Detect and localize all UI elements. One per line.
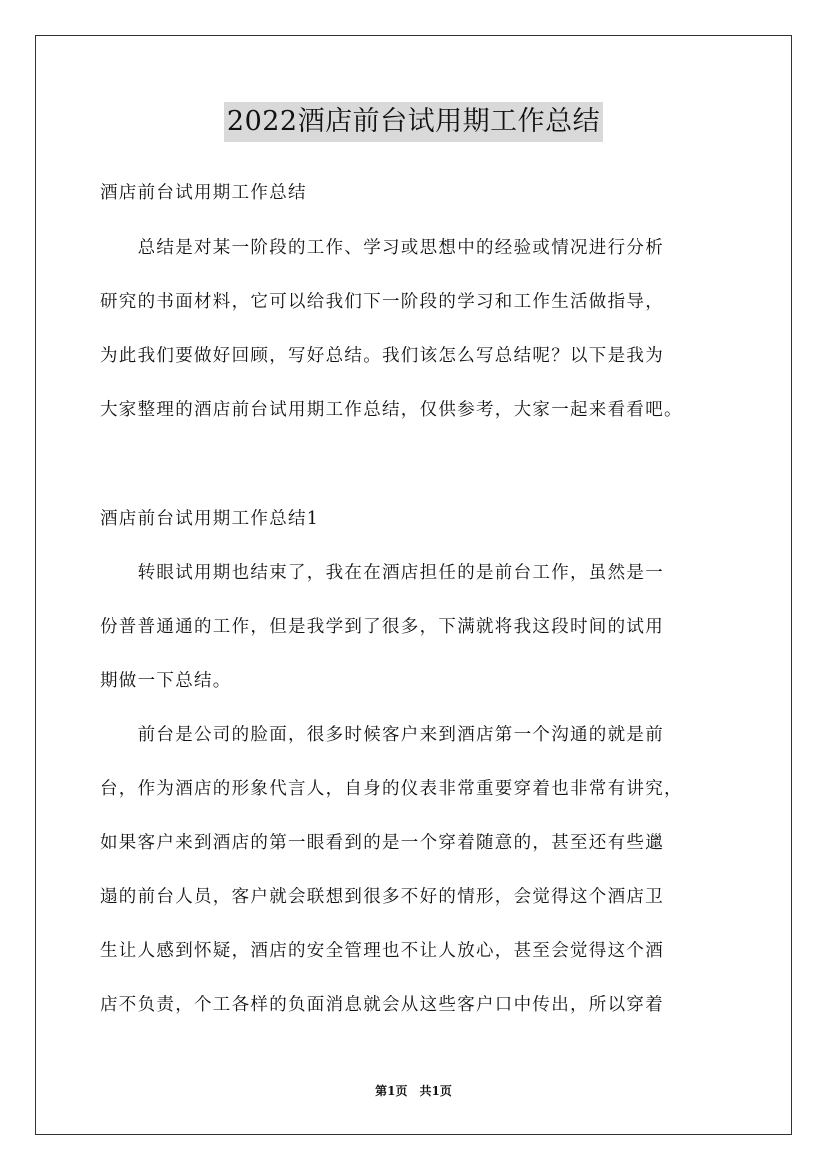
paragraph-line: 总结是对某一阶段的工作、学习或思想中的经验或情况进行分析: [100, 238, 664, 258]
paragraph-line: 大家整理的酒店前台试用期工作总结，仅供参考，大家一起来看看吧。: [100, 400, 683, 420]
page-number: 第1页 共1页: [375, 1084, 452, 1098]
paragraph-line: 如果客户来到酒店的第一眼看到的是一个穿着随意的，甚至还有些邋: [100, 833, 664, 853]
paragraph-line: 台，作为酒店的形象代言人，自身的仪表非常重要穿着也非常有讲究，: [100, 779, 683, 799]
paragraph-line: 份普普通通的工作，但是我学到了很多，下满就将我这段时间的试用: [100, 617, 664, 637]
paragraph-line: 遢的前台人员，客户就会联想到很多不好的情形，会觉得这个酒店卫: [100, 887, 664, 907]
document-title: 2022酒店前台试用期工作总结: [224, 102, 603, 142]
page-footer: [0, 1083, 827, 1099]
paragraph-line: 店不负责，个工各样的负面消息就会从这些客户口中传出，所以穿着: [100, 995, 664, 1015]
paragraph-line: 研究的书面材料，它可以给我们下一阶段的学习和工作生活做指导，: [100, 292, 664, 312]
section-heading-1: 酒店前台试用期工作总结1: [100, 509, 320, 529]
paragraph-line: 生让人感到怀疑，酒店的安全管理也不让人放心，甚至会觉得这个酒: [100, 941, 664, 961]
paragraph-line: 转眼试用期也结束了，我在在酒店担任的是前台工作，虽然是一: [100, 563, 664, 583]
paragraph-line: 前台是公司的脸面，很多时候客户来到酒店第一个沟通的就是前: [100, 725, 664, 745]
paragraph-line: 期做一下总结。: [100, 671, 232, 691]
section-heading-intro: 酒店前台试用期工作总结: [100, 183, 307, 203]
paragraph-line: 为此我们要做好回顾，写好总结。我们该怎么写总结呢？以下是我为: [100, 346, 664, 366]
title-container: [0, 102, 827, 142]
